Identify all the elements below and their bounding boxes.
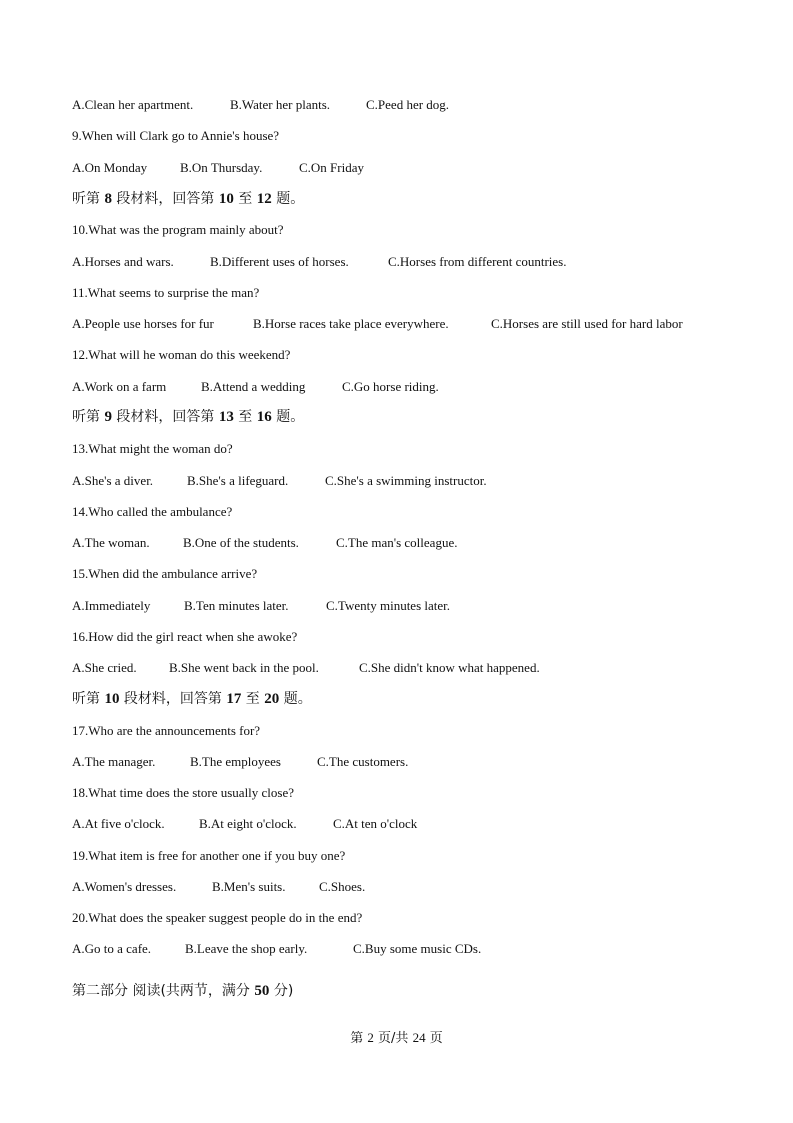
- q10-option-b: B.Different uses of horses.: [210, 254, 349, 269]
- section-10-post: 题。: [279, 691, 312, 707]
- q17-option-c: C.The customers.: [317, 754, 409, 769]
- q12-option-a: A.Work on a farm: [72, 379, 167, 394]
- q14-option-c: C.The man's colleague.: [336, 535, 458, 550]
- section-10-to: 20: [264, 691, 280, 707]
- q8-option-c: C.Peed her dog.: [366, 97, 450, 112]
- section-10-heading: [72, 690, 312, 708]
- section-9-post: 题。: [271, 409, 305, 425]
- section-8-heading: [72, 190, 304, 208]
- q16-question: 16.How did the girl react when she awoke?: [72, 629, 298, 644]
- footer-post: 页: [425, 1031, 443, 1046]
- footer-page-number: 2: [367, 1030, 374, 1045]
- q13-options: [72, 473, 487, 489]
- q17-option-a: A.The manager.: [72, 754, 156, 769]
- q19-question: 19.What item is free for another one if you buy one?: [72, 848, 346, 863]
- section-10-pre: 听第: [72, 691, 105, 707]
- section-8-to: 12: [256, 191, 272, 207]
- section-8-pre: 听第: [72, 191, 105, 207]
- q18-option-b: B.At eight o'clock.: [199, 816, 297, 831]
- q10-option-a: A.Horses and wars.: [72, 254, 174, 269]
- q10-options: [72, 254, 566, 270]
- q14-options: [72, 535, 457, 551]
- part-2-score: 50: [254, 983, 270, 999]
- q8-option-a: A.Clean her apartment.: [72, 97, 194, 112]
- section-8-mid: 段材料，回答第: [111, 191, 219, 207]
- section-9-from: 13: [218, 409, 234, 425]
- section-9-heading: [72, 408, 304, 426]
- q14-question: 14.Who called the ambulance?: [72, 504, 233, 519]
- q13-option-b: B.She's a lifeguard.: [187, 473, 289, 488]
- q9-question: 9.When will Clark go to Annie's house?: [72, 128, 280, 143]
- q20-question: 20.What does the speaker suggest people do in the end?: [72, 910, 363, 925]
- q19-option-a: A.Women's dresses.: [72, 879, 177, 894]
- q11-option-a: A.People use horses for fur: [72, 316, 214, 331]
- q8-options: [72, 97, 449, 113]
- q12-question: 12.What will he woman do this weekend?: [72, 347, 291, 362]
- section-10-from: 17: [226, 691, 242, 707]
- q14-option-a: A.The woman.: [72, 535, 150, 550]
- q11-option-b: B.Horse races take place everywhere.: [253, 316, 449, 331]
- footer-pre: 第: [350, 1031, 368, 1046]
- q12-option-c: C.Go horse riding.: [342, 379, 439, 394]
- part-2-post: 分): [269, 983, 294, 999]
- q17-option-b: B.The employees: [190, 754, 281, 769]
- q20-option-b: B.Leave the shop early.: [185, 941, 308, 956]
- q13-question: 13.What might the woman do?: [72, 441, 233, 456]
- q16-options: [72, 660, 540, 676]
- q18-option-a: A.At five o'clock.: [72, 816, 165, 831]
- q19-option-c: C.Shoes.: [319, 879, 366, 894]
- part-2-heading: [72, 983, 293, 999]
- q8-option-b: B.Water her plants.: [230, 97, 331, 112]
- q15-option-b: B.Ten minutes later.: [184, 598, 289, 613]
- q12-option-b: B.Attend a wedding: [201, 379, 306, 394]
- q16-option-b: B.She went back in the pool.: [169, 660, 319, 675]
- q11-options: [72, 316, 683, 332]
- q16-option-a: A.She cried.: [72, 660, 137, 675]
- q17-options: [72, 754, 408, 770]
- q18-question: 18.What time does the store usually close?: [72, 785, 295, 800]
- page-footer: [0, 1027, 793, 1046]
- section-9-num: 9: [104, 409, 112, 425]
- section-8-to-word: 至: [233, 191, 257, 207]
- q9-option-c: C.On Friday: [299, 160, 364, 175]
- footer-total-pages: 24: [412, 1030, 426, 1045]
- q9-option-b: B.On Thursday.: [180, 160, 263, 175]
- q15-question: 15.When did the ambulance arrive?: [72, 566, 258, 581]
- section-9-to: 16: [256, 409, 272, 425]
- section-9-to-word: 至: [233, 409, 257, 425]
- q15-option-c: C.Twenty minutes later.: [326, 598, 451, 613]
- section-10-to-word: 至: [241, 691, 265, 707]
- q20-options: [72, 941, 481, 957]
- q10-option-c: C.Horses from different countries.: [388, 254, 567, 269]
- q16-option-c: C.She didn't know what happened.: [359, 660, 540, 675]
- section-9-mid: 段材料，回答第: [111, 409, 219, 425]
- q9-options: [72, 160, 364, 176]
- q10-question: 10.What was the program mainly about?: [72, 222, 284, 237]
- q15-options: [72, 598, 450, 614]
- section-8-from: 10: [218, 191, 234, 207]
- q13-option-a: A.She's a diver.: [72, 473, 154, 488]
- section-10-num: 10: [104, 691, 120, 707]
- q18-option-c: C.At ten o'clock: [333, 816, 418, 831]
- section-10-mid: 段材料，回答第: [119, 691, 227, 707]
- q11-question: 11.What seems to surprise the man?: [72, 285, 260, 300]
- section-9-pre: 听第: [72, 409, 105, 425]
- q14-option-b: B.One of the students.: [183, 535, 299, 550]
- q19-option-b: B.Men's suits.: [212, 879, 286, 894]
- q15-option-a: A.Immediately: [72, 598, 151, 613]
- q20-option-c: C.Buy some music CDs.: [353, 941, 482, 956]
- q11-option-c: C.Horses are still used for hard labor: [491, 316, 683, 331]
- q20-option-a: A.Go to a cafe.: [72, 941, 152, 956]
- section-8-num: 8: [104, 191, 112, 207]
- footer-mid: 页/共: [373, 1031, 413, 1046]
- q18-options: [72, 816, 417, 832]
- part-2-pre: 第二部分 阅读(共两节，满分: [72, 983, 255, 999]
- section-8-post: 题。: [271, 191, 305, 207]
- q19-options: [72, 879, 365, 895]
- q17-question: 17.Who are the announcements for?: [72, 723, 261, 738]
- q13-option-c: C.She's a swimming instructor.: [325, 473, 487, 488]
- q9-option-a: A.On Monday: [72, 160, 148, 175]
- q12-options: [72, 379, 439, 395]
